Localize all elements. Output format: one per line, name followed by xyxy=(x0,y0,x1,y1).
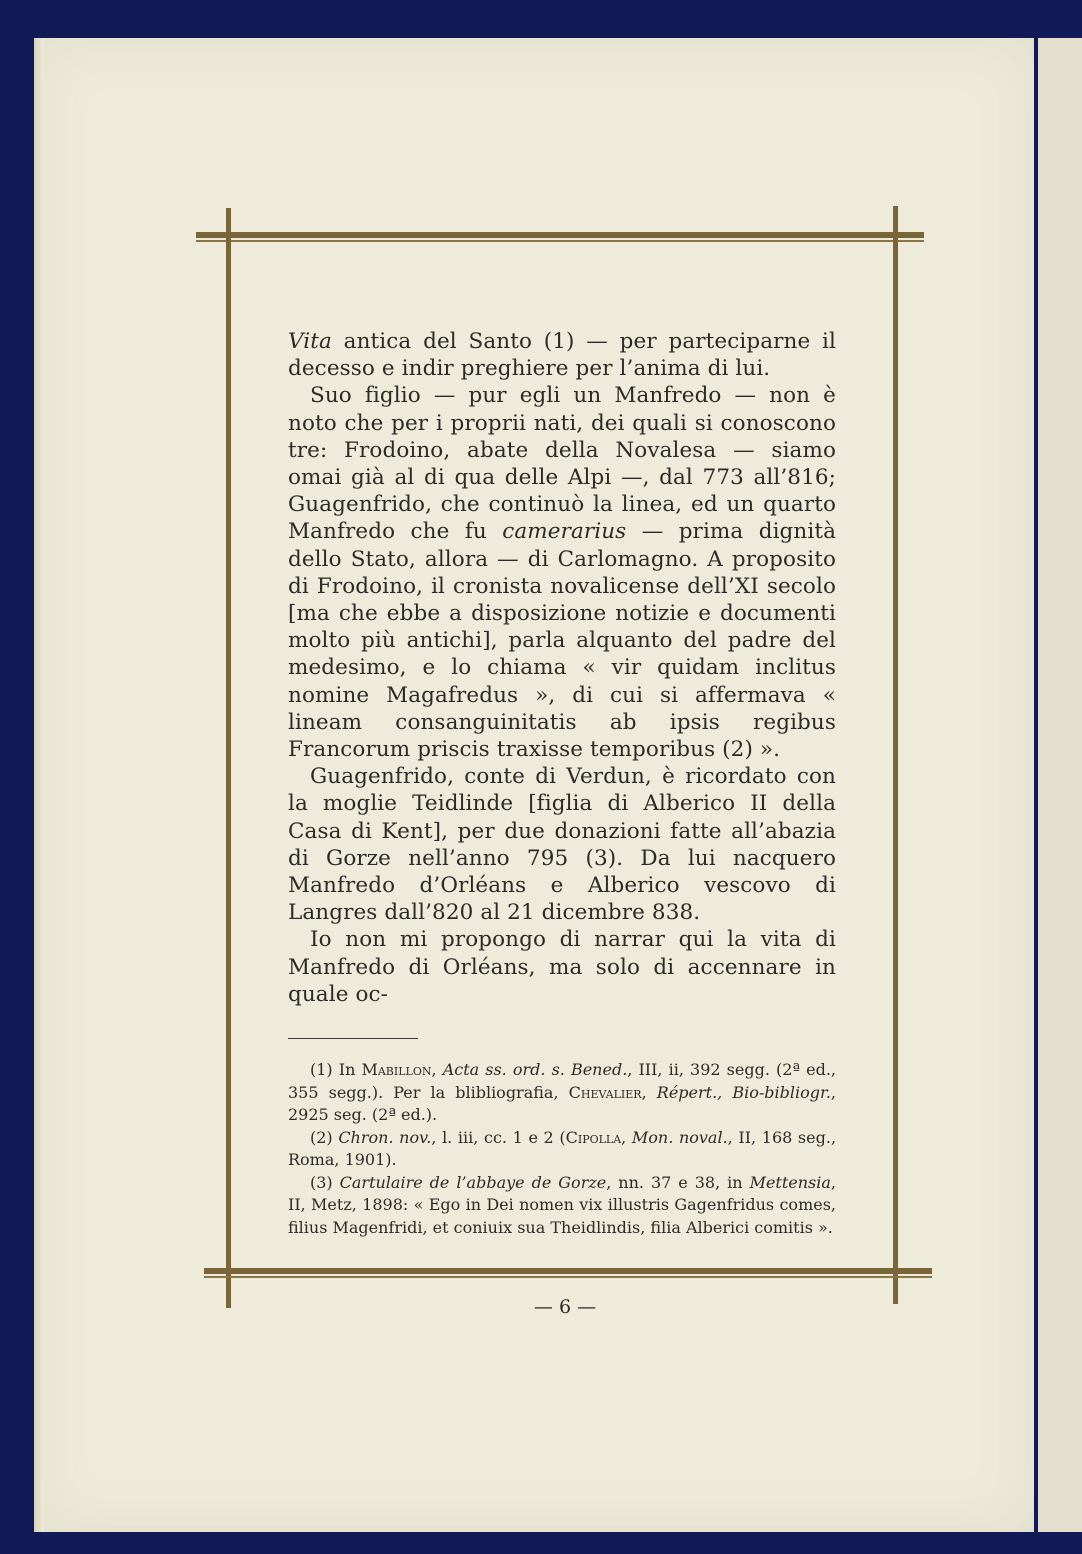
italic-text: Vita xyxy=(288,329,332,354)
footnotes xyxy=(288,1059,836,1239)
footnote-text: , xyxy=(641,1082,657,1102)
page-binding-edge xyxy=(34,38,44,1532)
body-paragraph xyxy=(288,763,836,926)
paragraph-text: — prima dignità dello Stato, allora — di Carlomagno. A proposito di Frodoino, il cronista novalicense dell’XI secolo [ma che ebbe a disposizione notizie e documenti molto più antichi], parla alquanto del padre del medesimo, e lo chiama « vir quidam inclitus nomine Magafredus », di cui si affermava « lineam consanguinitatis ab ipsis regibus Francorum priscis traxisse temporibus (2) ». xyxy=(288,519,836,763)
frame-right-rule xyxy=(893,206,898,1304)
footnote-title: Répert., Bio-bibliogr. xyxy=(656,1082,831,1102)
footnote-text: (3) xyxy=(310,1172,340,1192)
paragraph-text: Guagenfrido, conte di Verdun, è ricordato con la moglie Teidlinde [figlia di Alberico II della Casa di Kent], per due donazioni fatte all’abazia di Gorze nell’anno 795 (3). Da lui nacquero Manfredo d’Orléans e Alberico vescovo di Langres dall’820 al 21 dicembre 838. xyxy=(288,764,836,926)
footnote-text: , nn. 37 e 38, in xyxy=(606,1172,750,1192)
footnote-title: Chron. nov. xyxy=(338,1127,432,1147)
frame-left-rule xyxy=(226,208,231,1308)
footnote-title: Cartulaire de l’abbaye de Gorze xyxy=(339,1172,607,1192)
footnote-text: , l. iii, cc. 1 e 2 ( xyxy=(431,1127,566,1147)
footnote-3 xyxy=(288,1172,836,1240)
next-page-edge xyxy=(1038,38,1082,1532)
italic-text: camerarius xyxy=(502,519,627,545)
footnote-title: Mon. noval. xyxy=(631,1127,728,1147)
body-paragraph xyxy=(288,926,836,1008)
footnote-author: Cipolla xyxy=(565,1127,622,1147)
footnote-text: (2) xyxy=(310,1127,339,1147)
footnote-text: (1) In xyxy=(310,1060,362,1080)
body-paragraph xyxy=(288,328,836,382)
frame-bottom-rule-thin xyxy=(204,1276,932,1278)
frame-bottom-rule xyxy=(204,1268,932,1274)
footnote-text: , xyxy=(431,1060,443,1080)
footnote-text: , xyxy=(621,1127,632,1147)
frame-top-rule-thin xyxy=(196,240,924,242)
footnote-text: , II, 168 seg., Roma, 1901). xyxy=(288,1127,837,1170)
paragraph-text: antica del Santo (1) — per parteciparne il decesso e indir preghiere per l’anima di lui. xyxy=(288,329,836,382)
footnote-text: , II, Metz, 1898: « Ego in Dei nomen vix illustris Gagenfridus comes, filius Magenfridi, et coniuix sua Theidlindis, filia Alberici comitis ». xyxy=(288,1172,837,1237)
footnote-text: , 2925 seg. (2ª ed.). xyxy=(288,1082,837,1125)
footnote-separator xyxy=(288,1038,418,1039)
footnote-2 xyxy=(288,1127,836,1172)
footnote-author: Mabillon xyxy=(361,1060,432,1080)
footnote-author: Chevalier xyxy=(568,1082,642,1102)
page-text xyxy=(288,328,836,1239)
footnote-title: Mettensia xyxy=(749,1172,831,1192)
body-paragraph xyxy=(288,382,836,763)
frame-top-rule xyxy=(196,232,924,238)
paragraph-text: Suo figlio — pur egli un Manfredo — non è noto che per i proprii nati, dei quali si conoscono tre: Frodoino, abate della Novalesa — siamo omai già al di qua delle Alpi —, dal 773 all’816; Guagenfrido, che continuò la linea, ed un quarto Manfredo che fu xyxy=(288,383,836,545)
footnote-text: , III, ii, 392 segg. (2ª ed., 355 segg.). Per la blibliografia, xyxy=(288,1060,837,1102)
footnote-title: Acta ss. ord. s. Bened. xyxy=(442,1060,628,1080)
footnote-1 xyxy=(288,1059,836,1127)
page-number: — 6 — xyxy=(533,1296,597,1318)
paragraph-text: Io non mi propongo di narrar qui la vita di Manfredo di Orléans, ma solo di accennare in quale oc- xyxy=(288,927,836,1007)
body-text xyxy=(288,328,836,1008)
